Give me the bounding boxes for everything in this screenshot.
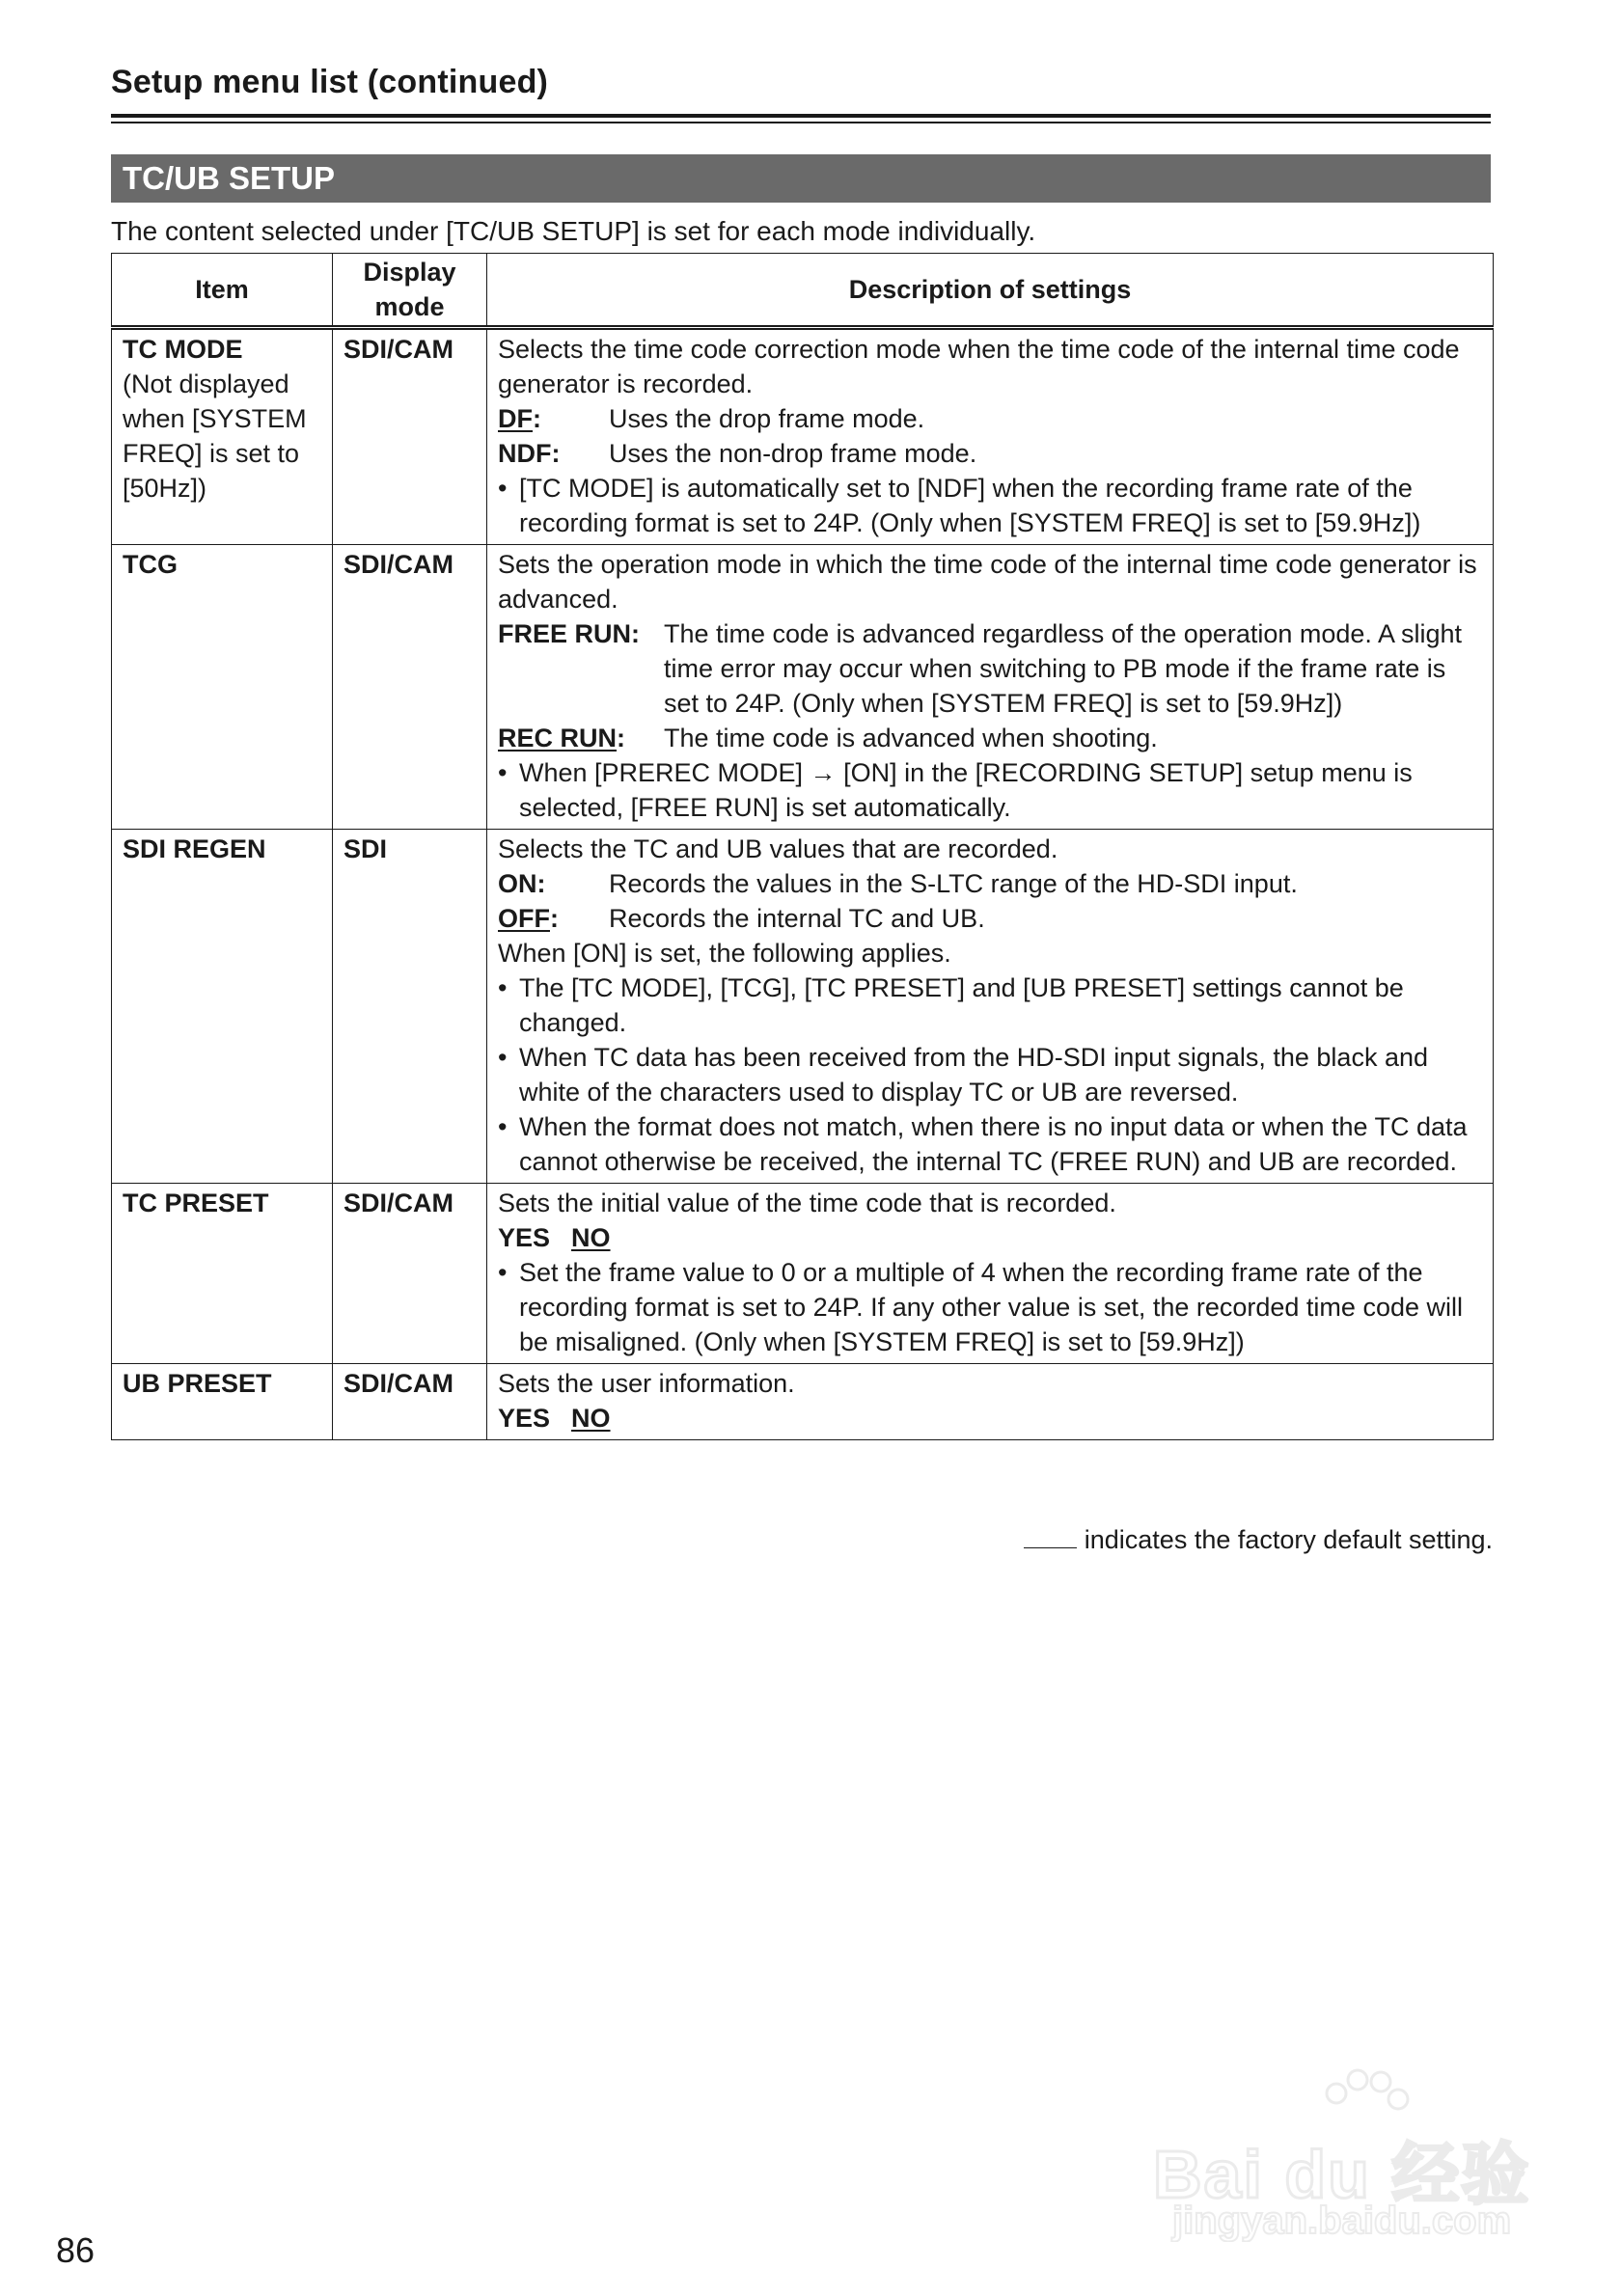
option-key [498,721,664,755]
item-name: TC PRESET [123,1189,269,1217]
default-option: OFF [498,904,550,933]
option-value: Records the internal TC and UB. [609,904,985,933]
item-name: TCG [123,550,178,579]
option-row [498,901,1483,936]
option-row [498,721,1483,755]
description-text: Sets the initial value of the time code that is recorded. [498,1189,1116,1217]
note-bullet [498,1040,1483,1109]
bullet-icon: • [498,1258,508,1287]
mode-value: SDI/CAM [343,1369,453,1398]
colon: : [533,404,541,433]
bullet-icon: • [498,1043,508,1072]
description-text: Sets the user information. [498,1369,795,1398]
underline-sample [1024,1526,1077,1548]
mode-cell [333,1364,487,1440]
header-item: Item [112,254,333,328]
table-row [112,545,1494,830]
description-text: Sets the operation mode in which the time code of the internal time code generator is advanced. [498,550,1477,614]
option-key [498,901,609,936]
mode-cell [333,545,487,830]
item-cell [112,1364,333,1440]
colon: : [617,724,626,752]
item-name: SDI REGEN [123,834,266,863]
mode-value: SDI/CAM [343,550,453,579]
option-key [498,401,609,436]
option-row [498,616,1483,721]
description-cell [487,830,1494,1184]
description-text: When [ON] is set, the following applies. [498,939,951,968]
mode-cell [333,1184,487,1364]
intro-text: The content selected under [TC/UB SETUP] is set for each mode individually. [111,216,1036,246]
bullet-text: When the format does not match, when there is no input data or when the TC data cannot otherwise be received, the internal TC (FREE RUN) and UB are recorded. [519,1112,1468,1176]
footnote [1024,1522,1493,1557]
description-text: Selects the TC and UB values that are recorded. [498,834,1058,863]
default-option: REC RUN [498,724,618,752]
item-cell [112,545,333,830]
footnote-text: indicates the factory default setting. [1084,1525,1493,1554]
description-text: Selects the time code correction mode when the time code of the internal time code generator is recorded. [498,335,1460,398]
bullet-text: When TC data has been received from the HD-SDI input signals, the black and white of the characters used to display TC or UB are reversed. [519,1043,1428,1107]
description-cell [487,328,1494,545]
item-note: (Not displayed when [SYSTEM FREQ] is set to [50Hz]) [123,369,307,503]
option-value: The time code is advanced when shooting. [664,724,1158,752]
note-bullet [498,1255,1483,1359]
item-name: TC MODE [123,335,243,364]
option-key: FREE RUN: [498,619,640,648]
description-cell [487,1184,1494,1364]
settings-table [111,253,1494,1440]
default-option: NO [571,1223,611,1252]
bullet-text: When [PREREC MODE] → [ON] in the [RECORDING SETUP] setup menu is selected, [FREE RUN] is set automatically. [519,758,1413,822]
option-key: NDF: [498,439,561,468]
mode-value: SDI/CAM [343,335,453,364]
option-row [498,436,1483,471]
bullet-icon: • [498,474,508,503]
watermark-url: jingyan.baidu.com [1172,2200,1512,2242]
bullet-text: [TC MODE] is automatically set to [NDF] when the recording frame rate of the recording format is set to 24P. (Only when [SYSTEM FREQ] is set to [59.9Hz]) [519,474,1421,537]
option-row [498,1220,1483,1255]
item-cell [112,830,333,1184]
table-row [112,830,1494,1184]
header-display-mode-line1: Display [363,258,456,287]
header-rule [111,114,1491,118]
option-row [498,1401,1483,1435]
item-cell [112,328,333,545]
colon: : [550,904,559,933]
note-bullet [498,1109,1483,1179]
description-cell [487,545,1494,830]
bullet-text: The [TC MODE], [TCG], [TC PRESET] and [UB PRESET] settings cannot be changed. [519,973,1404,1037]
table-row [112,328,1494,545]
default-option: NO [571,1404,611,1433]
watermark [1153,2064,1539,2257]
mode-value: SDI/CAM [343,1189,453,1217]
option-value: Records the values in the S-LTC range of the HD-SDI input. [609,869,1298,898]
option-yes: YES [498,1223,551,1252]
bullet-icon: • [498,1112,508,1141]
option-row [498,866,1483,901]
table-row [112,1184,1494,1364]
page-number: 86 [56,2230,96,2270]
table-row [112,1364,1494,1440]
note-bullet [498,970,1483,1040]
note-bullet [498,755,1483,825]
option-value: The time code is advanced regardless of the operation mode. A slight time error may occur when switching to PB mode if the frame rate is set to 24P. (Only when [SYSTEM FREQ] is set to [59.9Hz]) [664,619,1462,718]
mode-cell [333,328,487,545]
header-description: Description of settings [487,254,1494,328]
bullet-icon: • [498,973,508,1002]
item-cell [112,1184,333,1364]
header-display-mode [333,254,487,328]
section-heading: TC/UB SETUP [111,154,1491,203]
header-rule-thin [111,122,1491,123]
bullet-icon: • [498,758,508,787]
description-cell [487,1364,1494,1440]
option-value: Uses the drop frame mode. [609,404,925,433]
mode-value: SDI [343,834,388,863]
header-display-mode-line2: mode [374,292,445,321]
watermark-brand: Bai du 经验 [1153,2137,1531,2212]
table-header-row [112,254,1494,328]
option-key: ON: [498,869,546,898]
bullet-text: Set the frame value to 0 or a multiple of 4 when the recording frame rate of the recording format is set to 24P. If any other value is set, the recorded time code will be misaligned. (Only when [SYSTEM FREQ] is set to [59.9Hz]) [519,1258,1463,1356]
item-name: UB PRESET [123,1369,272,1398]
mode-cell [333,830,487,1184]
default-option: DF [498,404,533,433]
option-value: Uses the non-drop frame mode. [609,439,977,468]
option-row [498,401,1483,436]
page-title: Setup menu list (continued) [111,64,549,100]
option-yes: YES [498,1404,551,1433]
note-bullet [498,471,1483,540]
